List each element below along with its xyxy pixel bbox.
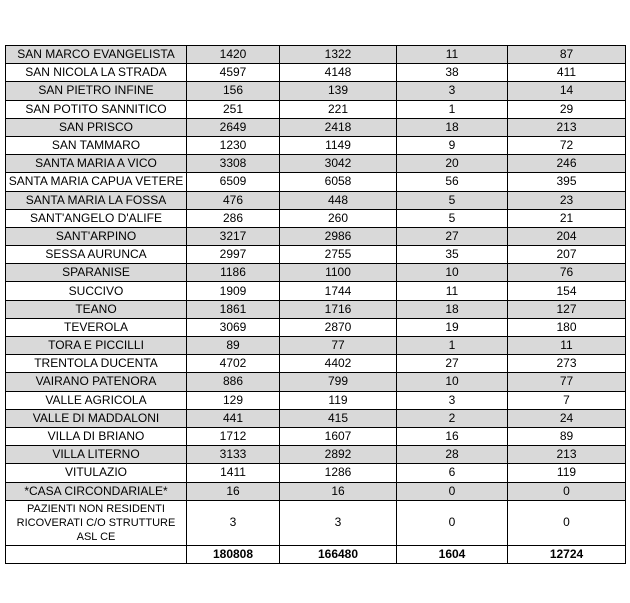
value-cell: 213	[508, 118, 626, 136]
table-body	[6, 46, 626, 564]
value-cell: 476	[187, 191, 280, 209]
value-cell: 6	[397, 464, 508, 482]
value-cell: 1861	[187, 300, 280, 318]
value-cell: 119	[280, 391, 397, 409]
municipality-name-cell: VALLE AGRICOLA	[6, 391, 187, 409]
table-row	[6, 264, 626, 282]
value-cell: 35	[397, 246, 508, 264]
value-cell: 6058	[280, 173, 397, 191]
non-resident-label-cell: PAZIENTI NON RESIDENTI RICOVERATI C/O STRUTTURE ASL CE	[6, 500, 187, 545]
value-cell: 3217	[187, 227, 280, 245]
value-cell: 1744	[280, 282, 397, 300]
value-cell: 1230	[187, 136, 280, 154]
value-cell: 2418	[280, 118, 397, 136]
value-cell: 2870	[280, 318, 397, 336]
non-resident-row	[6, 500, 626, 545]
value-cell: 4597	[187, 64, 280, 82]
totals-row	[6, 545, 626, 563]
value-cell: 0	[397, 500, 508, 545]
municipality-name-cell: SAN NICOLA LA STRADA	[6, 64, 187, 82]
municipality-name-cell: SANT'ARPINO	[6, 227, 187, 245]
table-row	[6, 82, 626, 100]
value-cell: 2	[397, 409, 508, 427]
totals-empty-cell	[6, 545, 187, 563]
municipality-name-cell: TEVEROLA	[6, 318, 187, 336]
value-cell: 16	[280, 482, 397, 500]
value-cell: 6509	[187, 173, 280, 191]
table-row	[6, 318, 626, 336]
value-cell: 273	[508, 355, 626, 373]
value-cell: 3069	[187, 318, 280, 336]
value-cell: 16	[187, 482, 280, 500]
municipality-name-cell: SAN MARCO EVANGELISTA	[6, 46, 187, 64]
value-cell: 2986	[280, 227, 397, 245]
value-cell: 1186	[187, 264, 280, 282]
table-row	[6, 464, 626, 482]
value-cell: 3042	[280, 155, 397, 173]
total-value-cell: 12724	[508, 545, 626, 563]
value-cell: 18	[397, 118, 508, 136]
value-cell: 72	[508, 136, 626, 154]
value-cell: 0	[397, 482, 508, 500]
value-cell: 20	[397, 155, 508, 173]
value-cell: 7	[508, 391, 626, 409]
value-cell: 2892	[280, 446, 397, 464]
value-cell: 1100	[280, 264, 397, 282]
value-cell: 4702	[187, 355, 280, 373]
value-cell: 1607	[280, 427, 397, 445]
table-row	[6, 246, 626, 264]
value-cell: 3	[187, 500, 280, 545]
municipality-name-cell: SUCCIVO	[6, 282, 187, 300]
value-cell: 213	[508, 446, 626, 464]
table-row	[6, 409, 626, 427]
value-cell: 1420	[187, 46, 280, 64]
table-row	[6, 191, 626, 209]
municipality-name-cell: SESSA AURUNCA	[6, 246, 187, 264]
value-cell: 3308	[187, 155, 280, 173]
value-cell: 1	[397, 100, 508, 118]
value-cell: 415	[280, 409, 397, 427]
value-cell: 21	[508, 209, 626, 227]
municipality-name-cell: VAIRANO PATENORA	[6, 373, 187, 391]
municipality-name-cell: TORA E PICCILLI	[6, 337, 187, 355]
value-cell: 11	[508, 337, 626, 355]
value-cell: 156	[187, 82, 280, 100]
value-cell: 27	[397, 355, 508, 373]
value-cell: 139	[280, 82, 397, 100]
value-cell: 2755	[280, 246, 397, 264]
municipality-table	[5, 45, 626, 564]
value-cell: 119	[508, 464, 626, 482]
municipality-name-cell: SAN TAMMARO	[6, 136, 187, 154]
value-cell: 16	[397, 427, 508, 445]
table-row	[6, 391, 626, 409]
value-cell: 204	[508, 227, 626, 245]
municipality-name-cell: *CASA CIRCONDARIALE*	[6, 482, 187, 500]
table-row	[6, 155, 626, 173]
value-cell: 395	[508, 173, 626, 191]
value-cell: 2997	[187, 246, 280, 264]
municipality-name-cell: TEANO	[6, 300, 187, 318]
table-row	[6, 209, 626, 227]
municipality-name-cell: SANTA MARIA A VICO	[6, 155, 187, 173]
table-row	[6, 337, 626, 355]
total-value-cell: 1604	[397, 545, 508, 563]
value-cell: 448	[280, 191, 397, 209]
municipality-name-cell: VITULAZIO	[6, 464, 187, 482]
municipality-name-cell: SAN POTITO SANNITICO	[6, 100, 187, 118]
value-cell: 3133	[187, 446, 280, 464]
table-row	[6, 355, 626, 373]
value-cell: 129	[187, 391, 280, 409]
value-cell: 1712	[187, 427, 280, 445]
value-cell: 29	[508, 100, 626, 118]
value-cell: 3	[397, 82, 508, 100]
value-cell: 9	[397, 136, 508, 154]
table-row	[6, 482, 626, 500]
value-cell: 77	[508, 373, 626, 391]
municipality-name-cell: VALLE DI MADDALONI	[6, 409, 187, 427]
value-cell: 77	[280, 337, 397, 355]
value-cell: 3	[280, 500, 397, 545]
value-cell: 14	[508, 82, 626, 100]
municipality-name-cell: SANT'ANGELO D'ALIFE	[6, 209, 187, 227]
value-cell: 1286	[280, 464, 397, 482]
value-cell: 89	[187, 337, 280, 355]
value-cell: 411	[508, 64, 626, 82]
table-row	[6, 427, 626, 445]
value-cell: 11	[397, 282, 508, 300]
municipality-name-cell: SPARANISE	[6, 264, 187, 282]
total-value-cell: 166480	[280, 545, 397, 563]
municipality-name-cell: SAN PRISCO	[6, 118, 187, 136]
value-cell: 286	[187, 209, 280, 227]
municipality-name-cell: SANTA MARIA LA FOSSA	[6, 191, 187, 209]
value-cell: 10	[397, 264, 508, 282]
table-row	[6, 118, 626, 136]
value-cell: 207	[508, 246, 626, 264]
value-cell: 1322	[280, 46, 397, 64]
table-row	[6, 64, 626, 82]
municipality-name-cell: TRENTOLA DUCENTA	[6, 355, 187, 373]
value-cell: 23	[508, 191, 626, 209]
value-cell: 89	[508, 427, 626, 445]
value-cell: 441	[187, 409, 280, 427]
value-cell: 5	[397, 191, 508, 209]
value-cell: 3	[397, 391, 508, 409]
value-cell: 886	[187, 373, 280, 391]
value-cell: 246	[508, 155, 626, 173]
table-row	[6, 446, 626, 464]
value-cell: 1	[397, 337, 508, 355]
value-cell: 87	[508, 46, 626, 64]
table-row	[6, 300, 626, 318]
value-cell: 2649	[187, 118, 280, 136]
value-cell: 27	[397, 227, 508, 245]
value-cell: 127	[508, 300, 626, 318]
value-cell: 76	[508, 264, 626, 282]
value-cell: 799	[280, 373, 397, 391]
table-row	[6, 173, 626, 191]
value-cell: 10	[397, 373, 508, 391]
value-cell: 1909	[187, 282, 280, 300]
table-row	[6, 373, 626, 391]
value-cell: 19	[397, 318, 508, 336]
table-row	[6, 136, 626, 154]
value-cell: 180	[508, 318, 626, 336]
value-cell: 18	[397, 300, 508, 318]
value-cell: 11	[397, 46, 508, 64]
value-cell: 154	[508, 282, 626, 300]
table-row	[6, 227, 626, 245]
value-cell: 1716	[280, 300, 397, 318]
table-row	[6, 282, 626, 300]
value-cell: 1411	[187, 464, 280, 482]
value-cell: 38	[397, 64, 508, 82]
value-cell: 56	[397, 173, 508, 191]
value-cell: 0	[508, 500, 626, 545]
total-value-cell: 180808	[187, 545, 280, 563]
municipality-name-cell: VILLA DI BRIANO	[6, 427, 187, 445]
value-cell: 1149	[280, 136, 397, 154]
value-cell: 24	[508, 409, 626, 427]
municipality-name-cell: SAN PIETRO INFINE	[6, 82, 187, 100]
municipality-name-cell: VILLA LITERNO	[6, 446, 187, 464]
value-cell: 260	[280, 209, 397, 227]
value-cell: 4148	[280, 64, 397, 82]
value-cell: 4402	[280, 355, 397, 373]
value-cell: 251	[187, 100, 280, 118]
municipality-name-cell: SANTA MARIA CAPUA VETERE	[6, 173, 187, 191]
value-cell: 0	[508, 482, 626, 500]
value-cell: 5	[397, 209, 508, 227]
value-cell: 28	[397, 446, 508, 464]
table-row	[6, 100, 626, 118]
table-row	[6, 46, 626, 64]
value-cell: 221	[280, 100, 397, 118]
